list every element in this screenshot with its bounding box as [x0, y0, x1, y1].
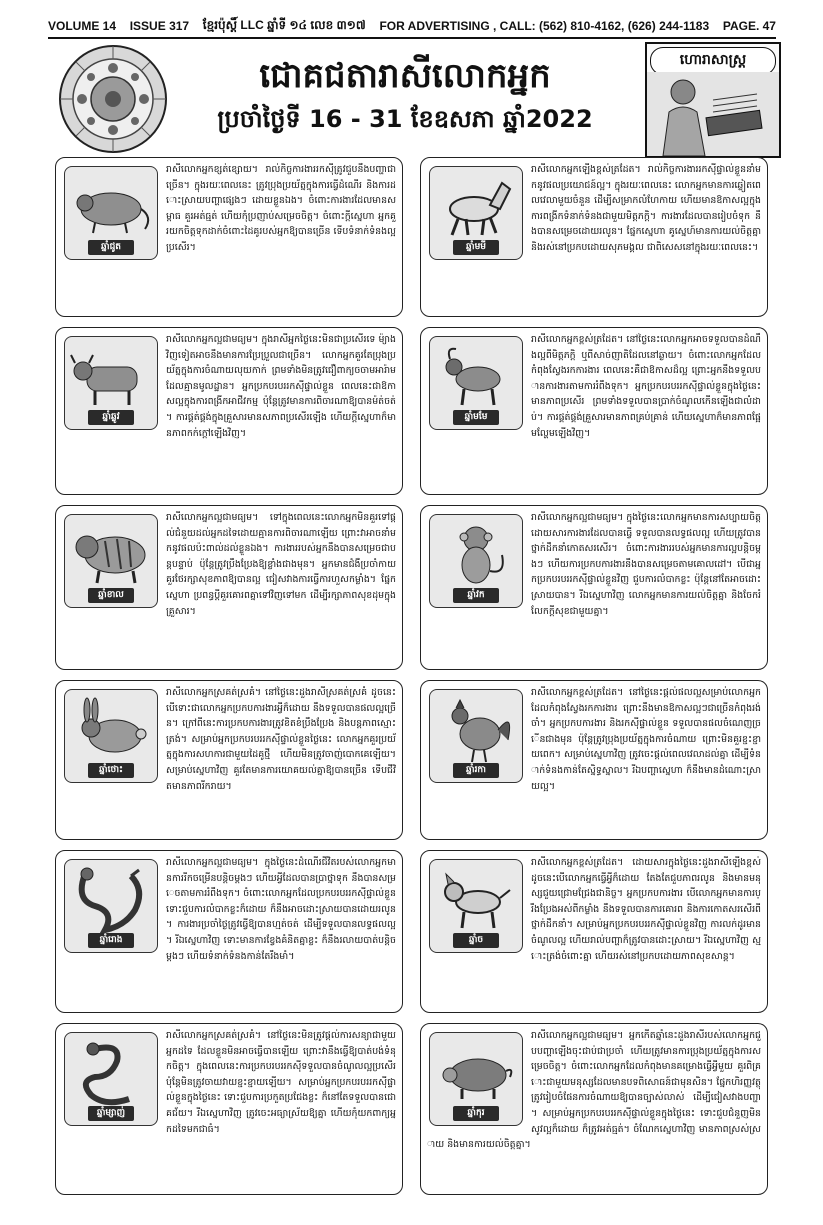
astrologer-figure-icon	[647, 72, 779, 156]
page-number: PAGE. 47	[722, 19, 776, 33]
advertising-contact: FOR ADVERTISING , CALL: (562) 810-4162, (626) 244-1183	[379, 19, 710, 33]
astrology-badge	[645, 42, 781, 158]
zodiac-thumb	[429, 859, 523, 953]
zodiac-text: រាសីលោកអ្នកខ្ពស់ត្រដែត។ ដោយសារក្នុងថ្ងៃនេះដួងរាសីឡើងខ្ពស់ ដូចនេះបើលោកអ្នកធ្វើអ្វីក៏ដោយ តែងតែជួបភាពរលូន និងមានមនុស្សជួយជ្រោមជ្រែងជានិច្ច។ អ្នកប្រកបការងារ បើលោកអ្នកមានការប្រឹងប្រែងអស់ពីកម្លាំង នឹងទទួលបានការគោរព និងការកោតសរសើរពីថ្នាក់ដឹកនាំ។ សម្រាប់អ្នកប្រកបរបររកស៊ីផ្ទាល់ខ្លួនវិញ ការលក់ដូរមានចំណូលល្អ ហើយរាល់បញ្ហាក៏ត្រូវបានដោះស្រាយ។ រីឯស្នេហាវិញ ស្មោះត្រង់ចំពោះគ្នា ហើយរស់នៅប្រកបដោយភាពសុខសាន្ត។	[531, 857, 761, 962]
zodiac-card-dragon	[55, 850, 403, 1013]
zodiac-thumb	[64, 689, 158, 783]
zodiac-card-rooster	[420, 680, 768, 840]
zodiac-name: ឆ្នាំខាល	[88, 588, 134, 603]
zodiac-thumb	[64, 166, 158, 260]
zodiac-card-tiger	[55, 505, 403, 670]
volume-label: VOLUME 14	[48, 19, 117, 33]
zodiac-text: រាសីលោកអ្នកស្រគត់ស្រគំ។ នៅថ្ងៃនេះមិនត្រូវផ្ដល់ការសន្យាជាមួយអ្នកដទៃ ដែលខ្លួនមិនអាចធ្វើបានឡើយ ព្រោះវានឹងធ្វើឱ្យបាត់បង់ទំនុកចិត្ត។ ក្នុងពេលនេះការប្រកបរបររកស៊ីទទួលបានចំណូលល្អប្រសើរ ប៉ុន្តែមិនត្រូវចាយវាយខ្ជះខ្ជាយឡើយ។ សម្រាប់អ្នកប្រកបរបររកស៊ីផ្ទាល់ខ្លួនក្នុងថ្ងៃនេះ ទោះជួបការប្រកួតប្រជែងខ្លះ ក៏នៅតែទទួលបានជោគជ័យ។ រីឯស្នេហាវិញ ត្រូវចេះអធ្យាស្រ័យឱ្យគ្នា ហើយកុំយកពាក្យអ្នកដទៃមកជាធំ។	[166, 1030, 396, 1135]
zodiac-name: ឆ្នាំម្សាញ់	[88, 1106, 134, 1121]
zodiac-text: រាសីលោកអ្នកល្អជាមធ្យម។ អ្នកកើតឆ្នាំនេះដួងរាសីរបស់លោកអ្នកជួបបញ្ហាឡើងចុះជាប់ជាប្រចាំ ហើយត្រូវមានការប្រុងប្រយ័ត្នក្នុងការសម្រេចចិត្ត។ ចំពោះលោកអ្នកដែលកំពុងមានគម្រោងធ្វើអ្វីមួយ គួរពិគ្រោះជាមួយមនុស្សដែលមានបទពិសោធន៍ជាមុនសិន។ ផ្នែកហិរញ្ញវត្ថុ ត្រូវរៀបចំផែនការចំណាយឱ្យបានច្បាស់លាស់ ដើម្បីជៀសវាងបញ្ហា។ សម្រាប់អ្នកប្រកបរបររកស៊ីផ្ទាល់ខ្លួនក្នុងថ្ងៃនេះ ទោះជួបជំនួញមិនសូវល្អក៏ដោយ ក៏ត្រូវអត់ធ្មត់។ ចំណែកស្នេហាវិញ មានភាពស្រស់ស្រាយ និងមានការយល់ចិត្តគ្នា។	[427, 1030, 761, 1151]
zodiac-name: ឆ្នាំជូត	[88, 240, 134, 255]
zodiac-text: រាសីលោកអ្នកល្អជាមធ្យម។ ក្នុងថ្ងៃនេះលោកអ្នកមានការសប្បាយចិត្ត ដោយសារការងារដែលបានធ្វើ ទទួលបានលទ្ធផលល្អ ហើយត្រូវបានថ្នាក់ដឹកនាំកោតសរសើរ។ ចំពោះការងាររបស់អ្នកមានការល្អបន្តិចម្ដងៗ ហើយការប្រកបការងារនឹងបានសម្រេចតាមគោលដៅ។ បើជាអ្នកប្រកបរបររកស៊ីផ្ទាល់ខ្លួនវិញ ជួបការលំបាកខ្លះ ប៉ុន្តែនៅតែអាចដោះស្រាយបាន។ រីឯស្នេហាវិញ លោកអ្នកមានការយល់ចិត្តគ្នា និងចែករំលែកក្ដីសុខជាមួយគ្នា។	[531, 512, 761, 617]
date-subtitle: ប្រចាំថ្ងៃទី 16 - 31 ខែឧសភា ឆ្នាំ2022	[217, 105, 593, 133]
zodiac-thumb	[429, 1032, 523, 1126]
zodiac-card-rabbit	[55, 680, 403, 840]
zodiac-name: ឆ្នាំរោង	[88, 933, 134, 948]
zodiac-text: រាសីលោកអ្នកស្រគត់ស្រគំ។ នៅថ្ងៃនេះដួងរាសីស្រគត់ស្រគំ ដូចនេះបើទោះជាលោកអ្នកប្រកបការងារអ្វីក៏ដោយ នឹងទទួលបានផលល្អច្រើន។ ក្រៅពីនេះការប្រកបការងារត្រូវខិតខំប្រឹងប្រែង និងបន្តភាពស្មោះត្រង់។ សម្រាប់អ្នកប្រកបរបររកស៊ីផ្ទាល់ខ្លួនថ្ងៃនេះ លោកអ្នកគួរប្រយ័ត្នក្នុងការសហការជាមួយដៃគូថ្មី ហើយមិនត្រូវចាញ់បោកគេឡើយ។ សម្រាប់ស្នេហាវិញ គួរតែមានការយោគយល់គ្នាឱ្យបានច្រើន ទើបជីវិតមានភាពរីករាយ។	[166, 687, 396, 792]
issue-label: ISSUE 317	[129, 19, 190, 33]
zodiac-text: រាសីលោកអ្នកល្អជាមធ្យម។ ក្នុងរាសីអ្នកថ្ងៃនេះមិនជាប្រសើរទេ ម៉្យាងវិញទៀតអាចនឹងមានការប្រែប្រួលជាច្រើន។ លោកអ្នកគួរតែប្រុងប្រយ័ត្នក្នុងការចំណាយលុយកាក់ ព្រមទាំងមិនត្រូវជឿពាក្យចចាមអារ៉ាមដែលគ្មានមូលដ្ឋាន។ អ្នកប្រកបរបររកស៊ីផ្ទាល់ខ្លួន ពេលនេះជាឱកាសល្អក្នុងការពង្រីកអាជីវកម្ម ប៉ុន្តែត្រូវមានការពិចារណាឱ្យបានម៉ត់ចត់។ ការផ្គត់ផ្គង់ក្នុងគ្រួសារមានសភាពប្រសើរឡើង ហើយក្ដីស្នេហាក៏មានភាពកក់ក្ដៅឡើងវិញ។	[166, 334, 396, 439]
zodiac-card-monkey	[420, 505, 768, 670]
zodiac-text: រាសីលោកអ្នកខ្ពស់ត្រដែត។ នៅថ្ងៃនេះលោកអ្នកអាចទទួលបានដំណឹងល្អពីមិត្តភក្តិ ឬពីសាច់ញាតិដែលនៅឆ្ងាយ។ ចំពោះលោកអ្នកដែលកំពុងស្វែងរកការងារ ពេលនេះគឺជាឱកាសដ៏ល្អ ព្រោះអ្នកនឹងទទួលបានការងារតាមការរំពឹងទុក។ អ្នកប្រកបរបររកស៊ីផ្ទាល់ខ្លួនក្នុងថ្ងៃនេះ មានភាពប្រសើរ ព្រមទាំងទទួលបានប្រាក់ចំណូលកើនឡើងជាលំដាប់។ ការផ្គត់ផ្គង់គ្រួសារមានភាពគ្រប់គ្រាន់ ហើយស្នេហាក៏មានភាពផ្អែមល្ហែមឡើងវិញ។	[531, 334, 761, 439]
zodiac-wheel-icon	[58, 44, 168, 154]
zodiac-thumb	[64, 514, 158, 608]
zodiac-thumb	[64, 1032, 158, 1126]
zodiac-thumb	[64, 859, 158, 953]
zodiac-name: ឆ្នាំមមី	[453, 240, 499, 255]
zodiac-name: ឆ្នាំមមែ	[453, 410, 499, 425]
zodiac-name: ឆ្នាំឆ្លូវ	[88, 410, 134, 425]
zodiac-card-dog	[420, 850, 768, 1013]
zodiac-card-pig	[420, 1023, 768, 1195]
zodiac-name: ឆ្នាំរកា	[453, 763, 499, 778]
zodiac-card-ox	[55, 327, 403, 495]
page-title: ជោគជតារាសីលោកអ្នក	[259, 56, 551, 96]
zodiac-card-goat	[420, 327, 768, 495]
zodiac-text: រាសីលោកអ្នកល្អជាមធ្យម។ ទៅក្នុងពេលនេះលោកអ្នកមិនគួរទៅផ្ដល់ជំនួយដល់អ្នកដទៃដោយគ្មានការពិចារណាឡើយ ព្រោះវាអាចនាំមកនូវផលប៉ះពាល់ដល់ខ្លួនឯង។ ការងាររបស់អ្នកនឹងបានសម្រេចជាបន្តបន្ទាប់ ប៉ុន្តែត្រូវប្រឹងប្រែងឱ្យខ្លាំងជាងមុន។ អ្នកមានជំងឺប្រចាំកាយ គួរថែរក្សាសុខភាពឱ្យបានល្អ ជៀសវាងការធ្វើការហួសកម្លាំង។ ផ្នែកស្នេហា ប្រពន្ធប្ដីគួរគោរពគ្នាទៅវិញទៅមក ដើម្បីរក្សាភាពសុខដុមក្នុងគ្រួសារ។	[166, 512, 396, 617]
zodiac-text: រាសីលោកអ្នកល្អជាមធ្យម។ ក្នុងថ្ងៃនេះដំណើរជីវិតរបស់លោកអ្នកមានការរីកចម្រើនបន្តិចម្ដងៗ ហើយអ្វីដែលបានប្រាថ្នាទុក នឹងបានសម្រេចតាមការរំពឹងទុក។ ចំពោះលោកអ្នកដែលប្រកបរបររកស៊ីផ្ទាល់ខ្លួន ទោះជួបការលំបាកខ្លះក៏ដោយ ក៏នឹងអាចដោះស្រាយបានដោយរលូន។ ការងារប្រចាំថ្ងៃត្រូវធ្វើឱ្យបានហ្មត់ចត់ ដើម្បីទទួលបានលទ្ធផលល្អ។ រីឯស្នេហាវិញ ទោះមានការខ្វែងគំនិតគ្នាខ្លះ ក៏នឹងរលាយបាត់បន្តិចម្ដងៗ ហើយទំនាក់ទំនងកាន់តែរឹងមាំ។	[166, 857, 396, 962]
title-block	[170, 50, 640, 136]
zodiac-card-snake	[55, 1023, 403, 1195]
page-header	[48, 16, 776, 36]
zodiac-text: រាសីលោកអ្នកខ្សត់ខ្សោយ។ រាល់កិច្ចការងាររកស៊ីត្រូវជួបនឹងបញ្ហាជាច្រើន។ ក្នុងរយៈពេលនេះ ត្រូវប្រុងប្រយ័ត្នក្នុងការធ្វើដំណើរ និងការដោះស្រាយបញ្ហាផ្សេងៗ ដោយខ្លួនឯង។ ចំពោះការងារដែលមានសម្ពាធ គួរអត់ធ្មត់ ហើយកុំប្រញាប់សម្រេចចិត្ត។ ចំពោះក្ដីស្នេហា អ្នកគួរយកចិត្តទុកដាក់ចំពោះដៃគូរបស់អ្នកឱ្យបានច្រើន ទើបទំនាក់ទំនងល្អប្រសើរ។	[166, 164, 396, 253]
zodiac-thumb	[429, 336, 523, 430]
zodiac-card-horse	[420, 157, 768, 317]
zodiac-card-rat	[55, 157, 403, 317]
zodiac-thumb	[429, 689, 523, 783]
zodiac-thumb	[429, 166, 523, 260]
zodiac-name: ឆ្នាំច	[453, 933, 499, 948]
publication-label: ខ្មែរប៉ុស្ដិ៍ LLC ឆ្នាំទី ១៤ លេខ ៣១៧	[202, 18, 366, 32]
zodiac-thumb	[429, 514, 523, 608]
zodiac-text: រាសីលោកអ្នកឡើងខ្ពស់ត្រដែត។ រាល់កិច្ចការងាររកស៊ីផ្ទាល់ខ្លួននាំមកនូវផលប្រយោជន៍ល្អ។ ក្នុងរយៈពេលនេះ លោកអ្នកមានការឆ្លៀតពេលវេលាមួយចំនួន ដើម្បីសម្រាកលំហែកាយ ហើយមានឱកាសល្អក្នុងការពង្រីកទំនាក់ទំនងជាមួយមិត្តភក្តិ។ ការងារដែលបានរៀបចំទុក នឹងបានសម្រេចដោយរលូន។ ផ្នែកស្នេហា គូស្នេហ៍មានការយល់ចិត្តគ្នា និងរស់នៅប្រកបដោយសុភមង្គល ជាពិសេសនៅក្នុងរយៈពេលនេះ។	[531, 164, 762, 253]
zodiac-name: ឆ្នាំវក	[453, 588, 499, 603]
zodiac-thumb	[64, 336, 158, 430]
zodiac-name: ឆ្នាំថោះ	[88, 763, 134, 778]
zodiac-name: ឆ្នាំកុរ	[453, 1106, 499, 1121]
astrology-label: ហោរាសាស្ត្រ	[650, 47, 776, 75]
zodiac-text: រាសីលោកអ្នកខ្ពស់ត្រដែត។ នៅថ្ងៃនេះផ្ដល់ផលល្អសម្រាប់លោកអ្នកដែលកំពុងស្វែងរកការងារ ព្រោះនឹងមានឱកាសល្អៗជាច្រើនកំពុងរង់ចាំ។ អ្នកប្រកបការងារ និងរកស៊ីផ្ទាល់ខ្លួន ទទួលបានផលចំណេញច្រើនជាងមុន ប៉ុន្តែត្រូវប្រុងប្រយ័ត្នក្នុងការចំណាយ ព្រោះមិនគួរខ្ជះខ្ជាយពេក។ សម្រាប់ស្នេហាវិញ ត្រូវចេះផ្ដល់ពេលវេលាដល់គ្នា ដើម្បីទំនាក់ទំនងកាន់តែស្និទ្ធស្នាល។ រីឯបញ្ហាស្នេហា ក៏នឹងមានដំណោះស្រាយល្អ។	[531, 687, 761, 792]
header-divider	[48, 37, 776, 39]
